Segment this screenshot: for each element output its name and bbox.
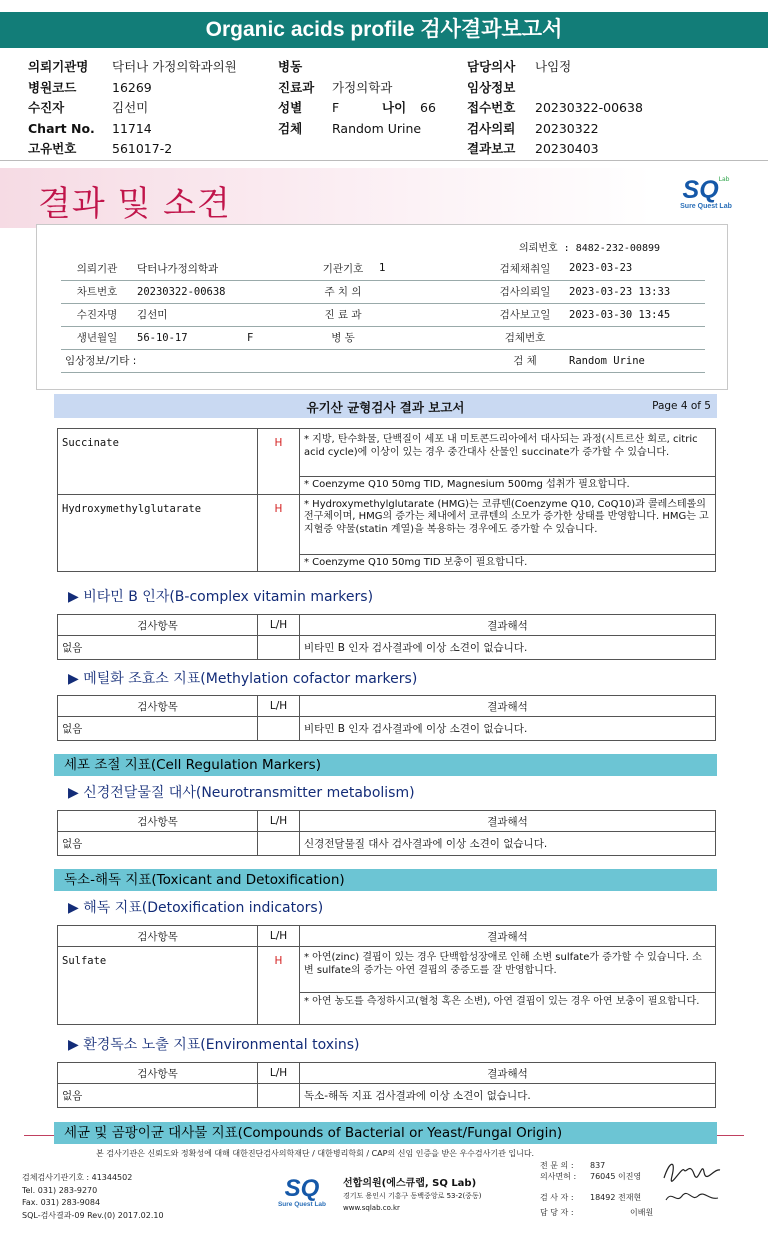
result-note: * 아연 농도를 측정하시고(혈청 혹은 소변), 아연 결핍이 있는 경우 아연 보충이 필요합니다.: [300, 993, 716, 1025]
footer-sq-logo: [272, 1175, 332, 1208]
receipt-no-value: 20230322-00638: [535, 100, 643, 115]
cell: 1: [375, 257, 485, 280]
cell: 2023-03-30 13:45: [565, 303, 705, 326]
section-methylation: ▶ 메틸화 조효소 지표(Methylation cofactor markers): [68, 671, 418, 687]
signature-1-icon: [658, 1156, 728, 1186]
cell: [258, 832, 300, 856]
cell: 20230322-00638: [133, 280, 311, 303]
section-detox: ▶ 해독 지표(Detoxification indicators): [68, 900, 324, 916]
staff-value: 이배원: [630, 1208, 654, 1217]
cell: 독소-해독 지표 검사결과에 이상 소견이 없습니다.: [300, 1084, 716, 1108]
cell: 진 료 과: [311, 303, 375, 326]
dept-label: 진료과: [278, 79, 315, 95]
header-col3: [467, 57, 643, 160]
col-lh: L/H: [258, 696, 300, 717]
hospital-code-value: 16269: [112, 79, 152, 95]
clinical-label: 임상정보/기타 :: [61, 349, 485, 372]
cell: 없음: [58, 832, 258, 856]
sq-logo: [676, 176, 736, 210]
request-no-value: 8482-232-00899: [575, 243, 661, 254]
result-note: * Coenzyme Q10 50mg TID 보충이 필요합니다.: [300, 554, 716, 572]
col-lh: L/H: [258, 926, 300, 947]
cell: [258, 1084, 300, 1108]
patient-label: 수진자: [28, 100, 65, 115]
environmental-table: [57, 1062, 716, 1108]
header-col2: [278, 57, 436, 139]
lab-tel: Tel. 031) 283-9270: [22, 1185, 98, 1195]
result-flag: H: [258, 429, 300, 495]
certification-note: 본 검사기관은 신뢰도와 정확성에 대해 대한진단검사의학재단 / 대한병리학회 / CAP의 신임 인증을 받은 우수검사기관 입니다.: [96, 1149, 535, 1158]
sex-label: 성별: [278, 100, 303, 115]
staff-block: [540, 1160, 653, 1218]
report-subtitle-bar: [54, 394, 717, 418]
col-interp: 결과해석: [300, 1063, 716, 1084]
hospital-code-label: 병원코드: [28, 79, 77, 95]
report-title: Organic acids profile 검사결과보고서: [205, 18, 563, 41]
staff-value: 837: [590, 1161, 606, 1170]
patient-table: [61, 257, 705, 373]
birth-date: 56-10-17: [137, 331, 188, 344]
chart-no-value: 11714: [112, 120, 152, 136]
col-interp: 결과해석: [300, 811, 716, 832]
form-revision: SQL-검사결과-09 Rev.(0) 2017.02.10: [22, 1210, 164, 1220]
cell: 생년월일: [61, 326, 133, 349]
patient-info-box: [36, 224, 728, 390]
hospital-value: 닥터나 가정의학과의원: [112, 59, 237, 74]
age-value: 66: [420, 100, 436, 115]
footer-logo-text: SQ: [284, 1175, 320, 1202]
chart-no-label: Chart No.: [28, 120, 95, 136]
col-item: 검사항목: [58, 615, 258, 636]
table-row: [58, 494, 716, 554]
col-lh: L/H: [258, 1063, 300, 1084]
company-info: [343, 1178, 481, 1214]
cell: 의뢰기관: [61, 257, 133, 280]
request-no-label: 의뢰번호 :: [519, 243, 570, 254]
cell: 없음: [58, 636, 258, 660]
doctor-label: 담당의사: [467, 59, 516, 74]
request-no: [519, 239, 660, 254]
table-row: [58, 429, 716, 477]
cell: 없음: [58, 717, 258, 741]
col-interp: 결과해석: [300, 696, 716, 717]
hospital-label: 의뢰기관명: [28, 59, 89, 74]
result-flag: H: [258, 494, 300, 572]
section-neurotransmitter: ▶ 신경전달물질 대사(Neurotransmitter metabolism): [68, 785, 415, 801]
table-header-row: [58, 696, 716, 717]
cell: [258, 636, 300, 660]
signature-2-icon: [662, 1186, 724, 1208]
detox-table: [57, 925, 716, 1025]
cell: [375, 303, 485, 326]
cell: 검사의뢰일: [485, 280, 565, 303]
cell: 김선미: [133, 303, 311, 326]
result-name: Sulfate: [58, 947, 258, 1025]
report-date-value: 20230403: [535, 141, 599, 156]
cell: 2023-03-23: [565, 257, 705, 280]
category-bar-cell-regulation: 세포 조절 지표(Cell Regulation Markers): [54, 754, 717, 776]
specimen-cell: Random Urine: [565, 349, 705, 372]
cell: [375, 280, 485, 303]
cell: 검사보고일: [485, 303, 565, 326]
staff-label: 의사면허 :: [540, 1172, 577, 1181]
vitamin-b-table: [57, 614, 716, 660]
patient-row: [61, 326, 705, 349]
company-website: www.sqlab.co.kr: [343, 1204, 400, 1212]
cell: 2023-03-23 13:33: [565, 280, 705, 303]
category-bar-bacterial: 세균 및 곰팡이균 대사물 지표(Compounds of Bacterial or Yeast/Fungal Origin): [54, 1122, 717, 1144]
cell: 비타민 B 인자 검사결과에 이상 소견이 없습니다.: [300, 636, 716, 660]
col-item: 검사항목: [58, 696, 258, 717]
col-item: 검사항목: [58, 1063, 258, 1084]
report-title-bar: [0, 12, 768, 48]
cell: 검체번호: [485, 326, 565, 349]
clinical-info-label: 임상정보: [467, 79, 516, 95]
cell: 비타민 B 인자 검사결과에 이상 소견이 없습니다.: [300, 717, 716, 741]
staff-label: 전 문 의 :: [540, 1161, 574, 1170]
neurotransmitter-table: [57, 810, 716, 856]
staff-value: 18492 전재현: [590, 1193, 642, 1202]
cell: [375, 326, 485, 349]
logo-subtitle: Sure Quest Lab: [680, 203, 732, 210]
request-date-value: 20230322: [535, 120, 599, 136]
company-name: 선합의원(에스큐랩, SQ Lab): [343, 1178, 477, 1189]
result-name: Hydroxymethylglutarate: [58, 494, 258, 572]
ward-label: 병동: [278, 59, 303, 74]
patient-row: [61, 280, 705, 303]
lab-code: 검체검사기관기호 : 41344502: [22, 1173, 133, 1182]
age-label: 나이: [382, 100, 407, 115]
result-note: * Hydroxymethylglutarate (HMG)는 코큐텐(Coenzyme Q10, CoQ10)과 콜레스테롤의 전구체이며, HMG의 증가는 체내에서 코큐텐의 소모가 증가한 상태를 반영합니다. HMG는 고지혈증 약물(statin 계열)을 복용하는 경우에도 증가할 수 있습니다.: [300, 494, 716, 554]
table-row: [58, 636, 716, 660]
company-address: 경기도 용인시 기흥구 동백중앙로 53-2(중동): [343, 1192, 482, 1200]
cell: 검체채취일: [485, 257, 565, 280]
report-subtitle: 유기산 균형검사 결과 보고서: [306, 400, 465, 415]
patient-row: [61, 257, 705, 280]
cell: 주 치 의: [311, 280, 375, 303]
patient-sex: F: [247, 331, 254, 344]
results-table-1: [57, 428, 716, 572]
report-date-label: 결과보고: [467, 141, 516, 156]
dept-value: 가정의학과: [332, 79, 393, 95]
specimen-label-cell: 검 체: [485, 349, 565, 372]
col-interp: 결과해석: [300, 926, 716, 947]
section-environmental: ▶ 환경독소 노출 지표(Environmental toxins): [68, 1037, 360, 1053]
sex-value: F: [332, 100, 340, 115]
staff-value: 76045 이진영: [590, 1172, 642, 1181]
methylation-table: [57, 695, 716, 741]
cell: 없음: [58, 1084, 258, 1108]
result-note: * 지방, 탄수화물, 단백질이 세포 내 미토콘드리아에서 대사되는 과정(시트르산 회로, citric acid cycle)에 이상이 있는 경우 중간대사 산물인 succinate가 증가할 수 있습니다.: [300, 429, 716, 477]
cell: [565, 326, 705, 349]
table-row: [58, 1084, 716, 1108]
staff-label: 담 당 자 :: [540, 1208, 574, 1217]
patient-row: [61, 349, 705, 372]
result-note: * Coenzyme Q10 50mg TID, Magnesium 500mg 섭취가 필요합니다.: [300, 477, 716, 495]
cell: 신경전달물질 대사 검사결과에 이상 소견이 없습니다.: [300, 832, 716, 856]
page-indicator: Page 4 of 5: [652, 400, 711, 412]
staff-label: 검 사 자 :: [540, 1193, 574, 1202]
result-flag: H: [258, 947, 300, 1025]
cell: 병 동: [311, 326, 375, 349]
table-row: [58, 717, 716, 741]
patient-row: [61, 303, 705, 326]
patient-value: 김선미: [112, 100, 149, 115]
specimen-label: 검체: [278, 120, 303, 136]
cell: 기관기호: [311, 257, 375, 280]
lab-contact: [22, 1172, 164, 1222]
category-bar-toxicant: 독소-해독 지표(Toxicant and Detoxification): [54, 869, 717, 891]
table-header-row: [58, 615, 716, 636]
logo-text: SQ: [682, 176, 719, 204]
specimen-value: Random Urine: [332, 120, 422, 136]
result-note: * 아연(zinc) 결핍이 있는 경우 단백합성장애로 인해 소변 sulfate가 증가할 수 있습니다. 소변 sulfate의 증가는 아연 결핍의 중증도를 잘 반영합니다.: [300, 947, 716, 993]
header-col1: [28, 57, 237, 160]
doctor-value: 나임정: [535, 59, 572, 74]
footer-logo-subtitle: Sure Quest Lab: [277, 1201, 327, 1208]
result-name: Succinate: [58, 429, 258, 495]
cell: 차트번호: [61, 280, 133, 303]
table-row: [58, 832, 716, 856]
section-vitamin-b: ▶ 비타민 B 인자(B-complex vitamin markers): [68, 589, 374, 605]
table-row: [58, 947, 716, 993]
cell: [258, 717, 300, 741]
col-lh: L/H: [258, 615, 300, 636]
col-lh: L/H: [258, 811, 300, 832]
request-date-label: 검사의뢰: [467, 120, 516, 136]
unique-no-label: 고유번호: [28, 141, 77, 156]
lab-fax: Fax. 031) 283-9084: [22, 1198, 101, 1207]
col-item: 검사항목: [58, 926, 258, 947]
header-divider: [0, 160, 768, 161]
table-header-row: [58, 1063, 716, 1084]
cell: 닥터나가정의학과: [133, 257, 311, 280]
col-interp: 결과해석: [300, 615, 716, 636]
unique-no-value: 561017-2: [112, 141, 173, 156]
table-header-row: [58, 926, 716, 947]
table-header-row: [58, 811, 716, 832]
logo-tm: Lab: [718, 176, 730, 183]
col-item: 검사항목: [58, 811, 258, 832]
receipt-no-label: 접수번호: [467, 100, 516, 115]
cell: 수진자명: [61, 303, 133, 326]
banner-title: 결과 및 소견: [38, 184, 231, 224]
